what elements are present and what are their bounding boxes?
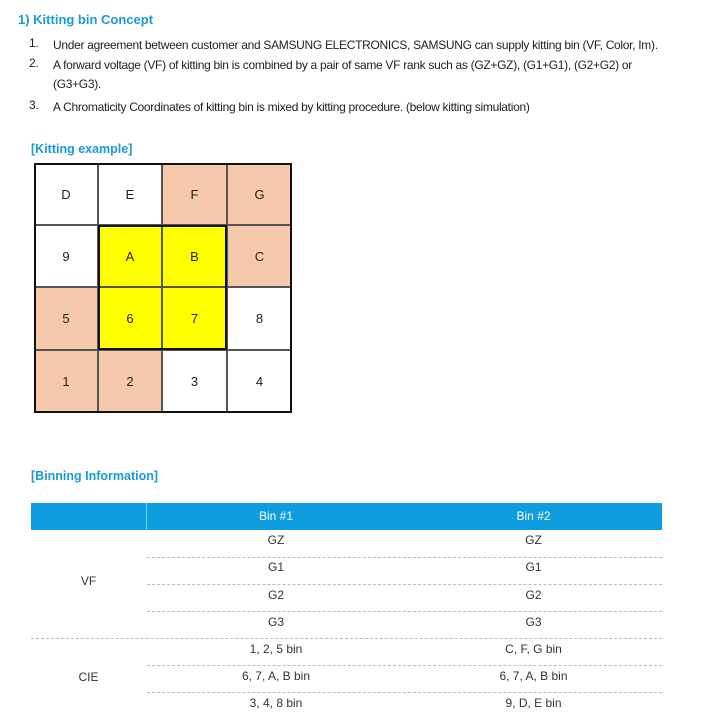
kitting-grid [34,163,292,413]
section-title: 1) Kitting bin Concept [18,12,154,27]
header-cell-empty [31,503,146,530]
table-cell: G3 [267,615,284,629]
table-cell: G1 [525,560,542,574]
header-cell-bin2: Bin #2 [516,509,551,523]
list-number: 1. [29,36,39,50]
table-cell: G1 [267,560,284,574]
table-cell: GZ [267,533,285,547]
kitting-cell-4: 4 [227,350,292,413]
table-cell: 9, D, E bin [505,696,562,710]
kitting-example-title: [Kitting example] [31,142,133,156]
cie-row-label: CIE [78,670,99,684]
kitting-cell-c: C [227,225,292,287]
header-cell-bin1: Bin #1 [258,509,294,523]
vf-row-label: VF [80,574,97,588]
table-cell: 6, 7, A, B bin [241,669,311,683]
list-text: A Chromaticity Coordinates of kitting bin is mixed by kitting procedure. (below kitting simulation) [53,100,530,114]
kitting-cell-b: B [162,225,227,287]
list-number: 3. [29,98,39,112]
kitting-cell-a: A [98,225,162,287]
table-cell: G2 [525,588,542,602]
table-cell: 1, 2, 5 bin [249,642,303,656]
table-cell: GZ [525,533,542,547]
table-cell: C, F, G bin [505,642,562,656]
kitting-cell-8: 8 [227,287,292,350]
kitting-cell-1: 1 [34,350,98,413]
kitting-cell-e: E [98,163,162,225]
list-text: A forward voltage (VF) of kitting bin is combined by a pair of same VF rank such as (GZ+GZ), (G1+G1), (G2+G2) or (G3+G3). [53,58,632,91]
table-cell: G3 [525,615,542,629]
kitting-cell-7: 7 [162,287,227,350]
binning-information-title: [Binning Information] [31,469,159,483]
kitting-cell-3: 3 [162,350,227,413]
kitting-cell-f: F [162,163,227,225]
list-text: Under agreement between customer and SAMSUNG ELECTRONICS, SAMSUNG can supply kitting bin (VF, Color, Im). [53,38,658,52]
kitting-cell-9: 9 [34,225,98,287]
kitting-cell-6: 6 [98,287,162,350]
kitting-cell-g: G [227,163,292,225]
table-cell: 6, 7, A, B bin [499,669,568,683]
table-cell: 3, 4, 8 bin [249,696,303,710]
table-cell: G2 [267,588,284,602]
kitting-cell-d: D [34,163,98,225]
kitting-cell-5: 5 [34,287,98,350]
kitting-cell-2: 2 [98,350,162,413]
list-number: 2. [29,56,39,70]
